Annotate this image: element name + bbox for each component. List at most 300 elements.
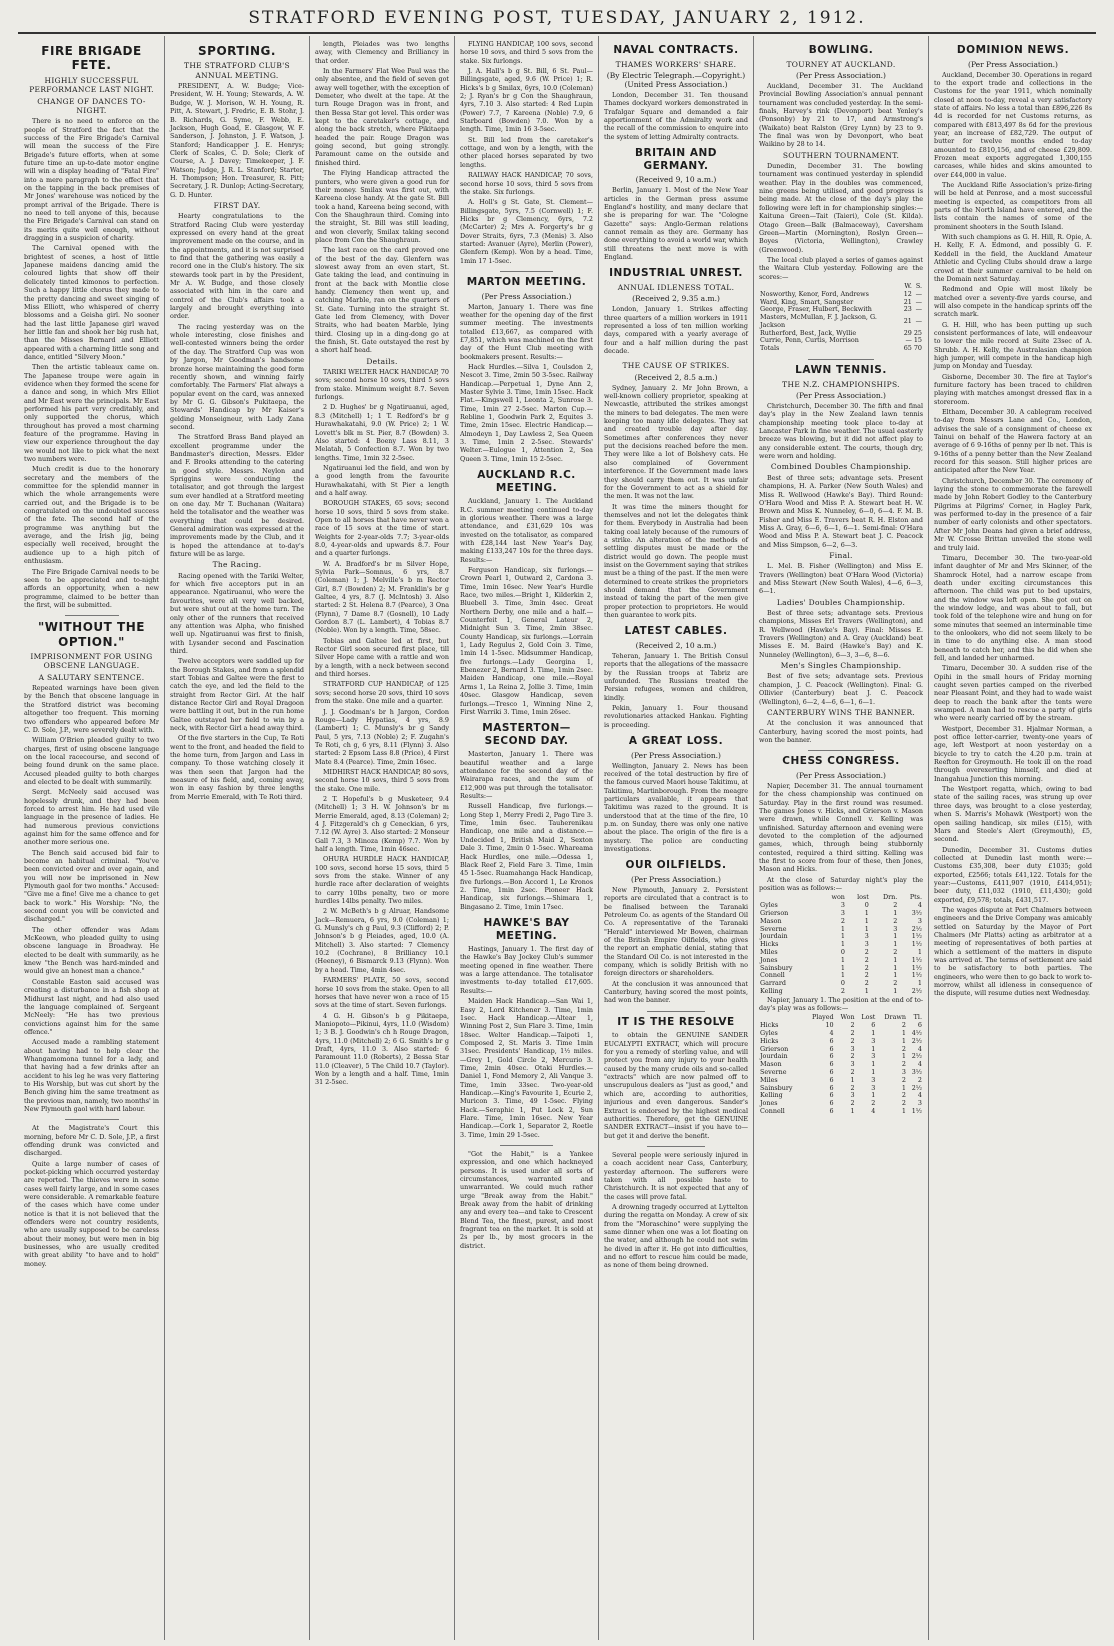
paragraph: Wellington, January 2. News has been received of the total destruction by fire of the famous curved Maori house Takitimu, at Takitimu, Martinborough. From the meagre particulars available, it appears that Takitimu was razed to the ground. It is understood that at the time of the fire, 10 p.m. on Sunday, there was only one native about the place. The origin of the fire is a mystery. The police are conducting investigations. bbox=[604, 761, 748, 854]
cell: 2 bbox=[850, 1099, 855, 1108]
credit: (Per Press Association.) bbox=[796, 70, 886, 80]
headline: LATEST CABLES. bbox=[624, 625, 728, 638]
article-flying-handicap bbox=[460, 40, 593, 265]
paragraph: Best of three sets; advantage sets. Present champions, H. A. Parker (New South Wales) and Miss R. Wellwood (Hawke's Bay). Third Round: O'Hara Wood and Miss P. A. Stewart beat H. W. Brown and Miss K. Nunneley, 6—0, 6—4. F. M. B. Fisher and Miss E. Travers beat R. H. Elston and Miss A. Gray, 6—6, 6—1, 6—1. Semi-final: O'Hara Wood and Miss P. A. Stewart beat J. C. Peacock and Miss Simpson, 6—2, 6—3. bbox=[759, 473, 923, 549]
cell: Garrard bbox=[760, 979, 786, 988]
cell: 2 bbox=[850, 1028, 855, 1037]
paragraph: William O'Brien pleaded guilty to two charges, first of using obscene language on the local racecourse, and second of being found drunk on the same place. Accused pleaded guilty to both charges and elected to be dealt with summarily. bbox=[24, 736, 159, 786]
cell: — bbox=[915, 297, 922, 306]
column-header: Pts. bbox=[909, 893, 922, 902]
subheadline: SOUTHERN TOURNAMENT. bbox=[782, 150, 900, 160]
article-latest-cables bbox=[604, 625, 748, 729]
cell: 12 bbox=[903, 289, 912, 298]
paragraph: Hearty congratulations to the Stratford Racing Club were yesterday expressed on every hand at the great improvement made on the course, and in the appointments, and it is not surprised to find that the gathering was easily a record one in the Club's history. The six stewards took part in by the President, Mr A. W. Budge, and those closely associated with him in the care and control of the Club's affairs took a largely and brought everything into order. bbox=[170, 212, 304, 321]
table-row bbox=[759, 988, 923, 996]
cell: 3 bbox=[840, 908, 845, 917]
cell: 2 bbox=[850, 1052, 855, 1061]
cell: 2½ bbox=[911, 1052, 922, 1061]
cell: Miles bbox=[760, 1075, 778, 1084]
race-result: 2 W. McBeth's b g Alruar, Handsome Jack—Remuera, 6 yrs, 9.0 (Coleman) 1; G. Munsly's ch g Paul, 9.3 (Clifford) 2; P. Johnson's b g Pleiades, aged, 10.0 (A. Mitchell) 3. Also started: 7 Clemency 10.2 (Cochrane), 8 Brilliancy 10.1 (Heeney), 6 Bismarck 9.13 (Flynn). Won by a head. Time, 4min 4sec. bbox=[315, 907, 449, 974]
cell: 6 bbox=[871, 1021, 876, 1030]
cell: 4 bbox=[829, 1028, 834, 1037]
credit: (By Electric Telegraph.—Copyright.) (United Press Association.) bbox=[606, 70, 746, 89]
cell: Jourdain bbox=[760, 932, 788, 941]
cell: Grierson bbox=[760, 1044, 789, 1053]
paragraph: London, December 31. Ten thousand Thames dockyard workers demonstrated in Trafalgar Square and demanded a fair apportionment of the Admiralty work and the recall of the commission to enquire into the system of letting Admiralty contracts. bbox=[604, 90, 748, 141]
credit: (Per Press Association.) bbox=[796, 770, 886, 780]
cell: 21 bbox=[903, 316, 912, 325]
credit: (Per Press Association.) bbox=[796, 391, 886, 401]
cell: Hicks bbox=[760, 1021, 779, 1030]
cell: 3 bbox=[917, 916, 922, 925]
cell: — bbox=[915, 289, 922, 298]
cell: 1 bbox=[840, 940, 845, 949]
section-heading: Details. bbox=[366, 356, 398, 366]
paragraph: The Westport regatta, which, owing to bad state of the sailing races, was strung up over three days, was brought to a close yesterday, when S. Marris's Mohawk (Westport) won the open sailing handicap, six miles (£15), with Mars and Steele's Alert (Greymouth), £5, second. bbox=[934, 785, 1092, 844]
column-rule bbox=[454, 36, 455, 1640]
column-rule bbox=[309, 36, 310, 1640]
article-magistrates-court bbox=[24, 1124, 159, 1268]
advert-tea bbox=[460, 1150, 593, 1250]
cell: 3 bbox=[840, 901, 845, 910]
table-row bbox=[759, 1108, 923, 1116]
article-great-loss bbox=[604, 735, 748, 853]
cell: 1½ bbox=[911, 971, 922, 980]
cell: Masters, McMullan, F. J. Jackson, G. Jackson bbox=[760, 313, 877, 329]
paragraph: In the Farmers' Flat Wee Paul was the only absentee, and the field of seven got away well together, with the exception of Demeter, who dwelt at the tape. At the turn Rouge Dragon was in front, and then Bessa Star got level. This order was kept to the caretaker's cottage, and along the back stretch, where Pikitaepa headed the pair. Rouge Dragon was going second, but going strongly. Paramount came on the outside and finished third. bbox=[315, 67, 449, 167]
cell: 1½ bbox=[911, 940, 922, 949]
headline: SPORTING. bbox=[198, 44, 276, 58]
article-hawkes-bay bbox=[460, 917, 593, 1139]
cell: 6 bbox=[829, 1106, 834, 1115]
cell: 1 bbox=[840, 955, 845, 964]
paragraph: The local club played a series of games against the Waitara Club yesterday. Following are the scores:— bbox=[759, 255, 923, 281]
cell: 1 bbox=[901, 1028, 906, 1037]
cell: 1 bbox=[893, 940, 898, 949]
subheadline: HIGHLY SUCCESSFUL PERFORMANCE LAST NIGHT. bbox=[29, 75, 154, 95]
cell: Ward, King, Smart, Sangster bbox=[760, 297, 854, 306]
column-7 bbox=[930, 38, 1096, 1640]
cell: Rutherford, Best, Jack, Wyllie bbox=[760, 328, 857, 337]
article-without-option bbox=[24, 620, 159, 1113]
subheadline: TOURNEY AT AUCKLAND. bbox=[786, 59, 896, 69]
cell: 1 bbox=[917, 979, 922, 988]
cell: 3 bbox=[864, 940, 869, 949]
paragraph: Much credit is due to the honorary secretary and the members of the committee for the splendid manner in which the whole arrangements were carried out, and the Brigade is to be congratulated on the undoubted success of the fete. The second half of the programme was anything but the average, and the Irish jig, being especially well received, brought the audience up to a high pitch of enthusiasm. bbox=[24, 465, 159, 566]
paragraph: Of the five starters in the Cup, Te Roti went to the front, and headed the field to the home turn, from Jargon and Lass in company. To those watching closely it was then seen that Jargon had the measure of his field, and, coming away, won in easy fashion by three lengths from Merrie Emerald, with Te Roti third. bbox=[170, 734, 304, 801]
cell: Sainsbury bbox=[760, 1083, 793, 1092]
column-header: Drawn bbox=[884, 1013, 906, 1022]
cell: 29 bbox=[903, 328, 912, 337]
article-naval bbox=[604, 44, 748, 141]
article-fire-brigade bbox=[24, 44, 159, 609]
cell: 4 bbox=[917, 901, 922, 910]
column-header: Won bbox=[840, 1013, 855, 1022]
column-rule bbox=[753, 36, 754, 1640]
bowling-scores-table bbox=[759, 283, 923, 353]
section-heading: FIRST DAY. bbox=[213, 200, 261, 210]
cell: 1½ bbox=[911, 955, 922, 964]
cell: 1 bbox=[901, 1052, 906, 1061]
table-row bbox=[759, 1092, 923, 1100]
column-header: W. bbox=[904, 281, 912, 290]
paragraph: With such champions as G. H. Hill, R. Opie, A. H. Kelly, F. A. Edmond, and possibly G. F. Keddell in the field, the Auckland Amateur Athletic and Cycling Clubs should draw a large crowd at their summer carnival to be held on the Domain next Saturday. bbox=[934, 233, 1092, 283]
cell: Nosworthy, Kenor, Ford, Andrews bbox=[760, 289, 869, 298]
paragraph: Russell Handicap, five furlongs.—Long Step 1, Merry Fredi 2, Pago Tire 3. Time, 1min 6sec. Tauherenikau Handicap, one mile and a distance.—Undecided 1, British Maid 2, Sexton Dale 3. Time, 2min 0 1-5sec. Whareama Hack Hurdles, one mile.—Odessa 1, Black Reef 2, Field Fare 3. Time, 1min 45 1-5sec. Ruamahanga Hack Handicap, five furlongs.—Bon Accord 1, Le Kronos 2. Time, 1min 2sec. Pioneer Hack Handicap, six furlongs.—Shimara 1, Bingasano 2. Time, 1min 17sec. bbox=[460, 802, 593, 911]
cell: — bbox=[915, 305, 922, 314]
paragraph: Several people were seriously injured in a coach accident near Cass, Canterbury, yesterday afternoon. The sufferers were taken with all possible haste to Christchurch. It is not expected that any of the cases will prove fatal. bbox=[604, 1150, 748, 1201]
cell: 3 bbox=[917, 1099, 922, 1108]
cell: 2 bbox=[864, 963, 869, 972]
cell: 1 bbox=[840, 971, 845, 980]
cell: 1 bbox=[871, 1067, 876, 1076]
paragraph: Sergt. McNeely said accused was hopelessly drunk, and they had been forced to arrest him. He had used vile language in the presence of ladies. He had numerous previous convictions against him for the same offence and for another more serious one. bbox=[24, 788, 159, 847]
cell: 2 bbox=[893, 979, 898, 988]
paragraph: Timaru, December 30. The two-year-old infant daughter of Mr and Mrs Skinner, of the Shamrock Hotel, had a narrow escape from death under exciting circumstances this afternoon. The child was put to bed upstairs, and the window was left open. She got out on the window ledge, and was about to fall, but took fold of the telephone wire and hung on for some minutes that seemed an interminable time to the onlookers, who did not seem likely to be in time to do anything else. A man stood beneath to catch her, and this he did when she fell, and landed her unharmed. bbox=[934, 553, 1092, 662]
headline: NAVAL CONTRACTS. bbox=[613, 44, 739, 56]
cell: 2 bbox=[864, 971, 869, 980]
cell: 1 bbox=[850, 1106, 855, 1115]
cell: 2 bbox=[871, 1099, 876, 1108]
cell: 4 bbox=[917, 1091, 922, 1100]
paragraph: It was time the miners thought for themselves and not let the delegates think for them. Everybody in Australia had been taking coal lately because of the rumours of a strike. An alteration of the methods of settling disputes must be made or the district would go down. The people must insist on the Government saying that strikes must be a thing of the past. If the men were determined to create strikes the proprietors should demand that the Government instead of taking the part of the men give proper protection to proprietors. He would then guarantee to work pits. bbox=[604, 502, 748, 619]
subheadline: IMPRISONMENT FOR USING OBSCENE LANGUAGE. bbox=[30, 652, 153, 671]
paragraph: Napier, December 31. The annual tournament for the chess championship was continued on Saturday. Play in the first round was resumed. The games Jones v. Hicks, and Grierson v. Mason were drawn, while Connell v. Kelling was unfinished. Saturday afternoon and evening were devoted to the completion of the adjourned games, which, through being stubbornly contested, required a third sitting. Kelling was the first to score from four of these, then Jones, Mason and Hicks. bbox=[759, 781, 923, 874]
cell: — bbox=[905, 336, 912, 345]
credit: (Received 2, 9.35 a.m.) bbox=[632, 294, 720, 304]
cell: 1 bbox=[864, 924, 869, 933]
cell: 2 bbox=[901, 1091, 906, 1100]
paragraph: to obtain the GENUINE SANDER EUCALYPTI EXTRACT, which will procure for you a remedy of sterling value, and will protect you from any injury to your health caused by the many crude oils and so-called "extracts" which are now palmed off to unscrupulous dealers as "just as good," and which are, according to authorities, injurious and even dangerous. Sander's Extract is endorsed by the highest medical authorities. Therefore, get the GENUINE SANDER EXTRACT—insist if you have to—but get it and derive the benefit. bbox=[604, 1031, 748, 1140]
cell: 1 bbox=[864, 986, 869, 995]
paragraph: The other offender was Adam McKeown, who pleaded guilty to using obscene language in Broadway. He elected to be dealt with summarily, as he knew "the Bench was hard-minded and would give an honest man a chance." bbox=[24, 925, 159, 976]
cell: 10 bbox=[825, 1021, 834, 1030]
column-1 bbox=[20, 38, 163, 1640]
cell: 4 bbox=[917, 1060, 922, 1069]
divider bbox=[808, 359, 874, 360]
column-rule bbox=[928, 36, 929, 1640]
cell: 6 bbox=[829, 1099, 834, 1108]
subheadline: THE N.Z. CHAMPIONSHIPS. bbox=[782, 379, 900, 389]
cell: 2 bbox=[864, 979, 869, 988]
article-oilfields bbox=[604, 859, 748, 1004]
cell: 3 bbox=[850, 1060, 855, 1069]
column-rule bbox=[164, 36, 165, 1640]
paragraph: Dunedin, December 31. Customs duties collected at Dunedin last month were:—Customs £35,308, beer duty £1035; gold exported, £2566; totals £41,122. Totals for the year:—Customs, £411,907 (1910, £414,951); beer duty, £11,032 (1910, £11,430); gold exported, £9,578; totals, £431,517. bbox=[934, 845, 1092, 904]
article-cause-strikes bbox=[604, 361, 748, 619]
cell: 70 bbox=[913, 344, 922, 353]
cell: 1 bbox=[840, 924, 845, 933]
section-heading: Men's Singles Championship. bbox=[780, 661, 902, 671]
cell: 1 bbox=[840, 932, 845, 941]
race-heading: FARMERS' PLATE, 50 sovs, second horse 10 sovs from the stake. Open to all horses that have never won a race of 15 sovs at the time of start. Seven furlongs. bbox=[315, 976, 449, 1010]
paragraph: Marton, January 1. There was fine weather for the opening day of the first summer meeting. The investments totalled £13,667, as compared with £7,851, which was machined on the first day of the Hunt Club meeting with bookmakers present. Results:— bbox=[460, 302, 593, 361]
paragraph: Gisborne, December 30. The fire at Taylor's furniture factory has been traced to children playing with matches amongst dressed flax in a storeroom. bbox=[934, 372, 1092, 406]
subheadline: THE CAUSE OF STRIKES. bbox=[622, 361, 730, 371]
cell: 6 bbox=[829, 1036, 834, 1045]
paragraph: Westport, December 31. Hjalmar Norman, a post office letter-carrier, twenty-one years of age, left Westport at noon yesterday on a bicycle to try to catch the 4.20 p.m. train at Reefton for Greymouth. He took ill on the road through overexerting himself, and died at Inangahua Junction this morning. bbox=[934, 724, 1092, 783]
table-total-row bbox=[759, 345, 923, 353]
paragraph: Masterton, January 1. There was beautiful weather and a large attendance for the second day of the Wairarapa races, and the sum of £12,900 was put through the totalisator. Results:— bbox=[460, 750, 593, 801]
cell: 6 bbox=[829, 1083, 834, 1092]
paragraph: Ferguson Handicap, six furlongs.—Crown Pearl 1, Outward 2, Cardona 3. Time, 1min 16sec. New Year's Hurdle Race, two miles.—Bright 1, Kilderkin 2, Bluebell 3. Time, 3min 4sec. Great Northern Derby, one mile and a half.—Counterfeit 1, General Lateur 2, Midnight Sun 3. Time, 2min 38sec. County Handicap, six furlongs.—Lorrain 1, Lady Regulus 2, Gold Coin 3. Time, 1min 14 1-5sec. Midsummer Handicap, five furlongs.—Lady Georgina 1, Ebenezer 2, Bernard 3. Time, 1min 2sec. Maiden Handicap, one mile.—Royal Arms 1, La Reina 2, Jollie 3. Time, 1min 40sec. Glasgow Handicap, seven furlongs.—Tresco 1, Winning Nine 2, First Warriki 3. Time, 1min 26sec. bbox=[460, 566, 593, 716]
race-result: 2 D. Hughes' br g Ngatiruanui, aged, 8.3 (Mitchell) 1; 1 T. Redford's br g Hurawhakatahi, 9.0 (W. Price) 2; 1 W. Lovett's blk m St. Pier, 8.7 (Bowden) 3. Also started: 4 Boeny Lass 8.11, 3 Melatah, 5 Confection 8.7. Won by two lengths. Time, 1min 32 2-5sec. bbox=[315, 403, 449, 462]
subheadline: A SALUTARY SENTENCE. bbox=[38, 672, 145, 682]
headline: A GREAT LOSS. bbox=[628, 735, 724, 748]
column-header: Played bbox=[811, 1013, 834, 1022]
paragraph: Ngatiruanui led the field, and won by a good length from the favourite Hurawhakatahi, with St Pier a length and a half away. bbox=[315, 463, 449, 497]
cell: 6 bbox=[829, 1060, 834, 1069]
divider bbox=[500, 1145, 553, 1146]
paragraph: Best of three sets; advantage sets. Previous champions, Misses Erl Travers (Wellington), and R. Wellwood (Hawke's Bay). Final: Misses E. Travers (Wellington) and A. Gray (Auckland) beat Misses E. M. Baird (Hawke's Bay) and K. Nunneley (Wellington), 6—3, 3—6, 8—6. bbox=[759, 609, 923, 659]
cell: 0 bbox=[840, 979, 845, 988]
table-row bbox=[759, 1053, 923, 1061]
paragraph: The Auckland Rifle Association's prize-firing will be held at Penrose, and a most successful meeting is expected, as competitors from all parts of the North Island have entered, and the lists contain the names of some of the prominent shooters in the South Island. bbox=[934, 181, 1092, 231]
paragraph: The Flying Handicap attracted the punters, who were given a good run for their money. Smilax was first out, with Kareena close handy. At the gate St. Bill took a hand, Kareena being second, with Con the Shaughraun third. Coming into the straight, St. Bill was still leading, and won cleverly, Smilax taking second place from Con the Shaughraun. bbox=[315, 169, 449, 244]
table-header bbox=[759, 1014, 923, 1022]
cell: 1½ bbox=[911, 1106, 922, 1115]
race-result: J. A. Hall's b g St. Bill, 6 St. Paul—Billingsgate, aged, 9.6 (W. Price) 1; R. Hicks's b g Smilax, 6yrs, 10.0 (Coleman) 2; J. Ryan's br g Con the Shaughraun, 4yrs, 7.10 3. Also started: 4 Red Lupin (Power) 7.7, 7 Kareena (Noble) 7.9, 6 Starboard (Bowden) 7.0. Won by a length. Time, 1min 16 3-5sec. bbox=[460, 67, 593, 134]
cell: Mason bbox=[760, 916, 782, 925]
cell: Totals bbox=[760, 344, 780, 353]
cell: Mason bbox=[760, 1060, 782, 1069]
paragraph: At the Magistrate's Court this morning, before Mr C. D. Sole, J.P., a first offending drunk was convicted and discharged. bbox=[24, 1124, 159, 1158]
credit: (Received 9, 10 a.m.) bbox=[635, 175, 717, 185]
headline: HAWKE'S BAY MEETING. bbox=[483, 916, 570, 942]
divider bbox=[647, 1146, 705, 1147]
chess-table-monday bbox=[759, 1014, 923, 1115]
cell: Jones bbox=[760, 955, 778, 964]
cell: Currie, Penn, Curtis, Morrison bbox=[760, 336, 859, 345]
cell: Gyles bbox=[760, 901, 778, 910]
paragraph: The Carnival opened with the brightest of scenes, a host of little Japanese maidens dancing amid the coloured lights that show off their delicately tinted kimonos to perfection. Such a happy little chorus they made to the pretty dancing and sweet singing of Miss Elliott, who whispered of cherry blossoms and a Geisha girl. No sooner had the last little Japanese girl waved her little fan and shook her big rush hat, than the Misses Bernard and Elliott appeared with a charming little song and dance, entitled "Silvery Moon." bbox=[24, 244, 159, 361]
cell: 3 bbox=[871, 1075, 876, 1084]
subheadline: CHANGE OF DANCES TO-NIGHT. bbox=[37, 96, 146, 115]
paragraph: Racing opened with the Tariki Welter, for which five acceptors put in an appearance. Ngatiruanui, who were the favourites, were all very well backed, but were shut out at the home turn. The only other of the runners that received any attention was Alpha, who finished well up. Ngatiruanui was first to finish, with Lysander second and Fascination third. bbox=[170, 571, 304, 655]
column-6 bbox=[755, 38, 927, 1640]
cell: 1½ bbox=[911, 963, 922, 972]
cell: 2 bbox=[893, 901, 898, 910]
section-heading: Ladies' Doubles Championship. bbox=[776, 597, 906, 607]
credit: (Per Press Association.) bbox=[481, 291, 572, 301]
paragraph: "Got the Habit," is a Yankee expression, and one which hackneyed persons. It is used under all sorts of circumstances, warranted and unwarranted. We could much rather urge "Break away from the Habit." Break away from the habit of drinking any and every tea—and take to Crescent Blend Tea, the finest, purest, and most fragrant tea on the market. It is sold at 2s per lb., by most grocers in the district. bbox=[460, 1150, 593, 1250]
paragraph: New Plymouth, January 2. Persistent reports are circulated that a contract is to be finalised between the Taranaki Petroleum Co. as agents of the Standard Oil Co. A representative of the Taranaki "Herald" interviewed Mr Bowen, chairman of the British Empire Oilfields, who gives the report an emphatic denial, stating that the Standard Oil Co. is not interested in the company, which is solidly British with no foreign directors or shareholders. bbox=[604, 886, 748, 978]
cell: 0 bbox=[840, 947, 845, 956]
paragraph: A drowning tragedy occurred at Lyttelton during the regatta on Monday. A crew of six from the "Moraschino" were supplying the same dinner when one was a lot floating on the water, and although he could not swim he dived in after it. He got into difficulties, and no effort to rescue him could be made, as none of them being drowned. bbox=[604, 1202, 748, 1270]
headline: MARTON MEETING. bbox=[466, 275, 587, 288]
cell: 23 bbox=[903, 305, 912, 314]
cell: Connell bbox=[760, 971, 785, 980]
cell: 3 bbox=[871, 1052, 876, 1061]
cell: 15 bbox=[913, 336, 922, 345]
article-bowling bbox=[759, 44, 923, 353]
cell: 0 bbox=[864, 901, 869, 910]
cell: 3 bbox=[850, 1044, 855, 1053]
headline: INDUSTRIAL UNREST. bbox=[609, 267, 743, 280]
cell: 1 bbox=[893, 955, 898, 964]
race-heading: RAILWAY HACK HANDICAP, 70 sovs, second horse 10 sovs, third 5 sovs from the stake. Six furlongs. bbox=[460, 171, 593, 196]
cell: 6 bbox=[829, 1052, 834, 1061]
cell: 3 bbox=[871, 1036, 876, 1045]
cell: 1 bbox=[901, 1083, 906, 1092]
column-5 bbox=[600, 38, 752, 1640]
article-sporting bbox=[170, 44, 304, 801]
cell: Connell bbox=[760, 1106, 785, 1115]
article-accidents bbox=[604, 1151, 748, 1270]
paragraph: Sydney, January 2. Mr John Brown, a well-known colliery proprietor, speaking at Newcastle, attributed the strikes amongst the miners to bad delegates. The men were keeping too many idle delegates. They sat and created trouble day after day. Sometimes after conferences they never put the decisions reached before the men. They were like a lot of Bolshevy cats. He also complained of Government interference. If the Government made laws they should carry them out. It was unfair for the Government to act as a shield for the men. It was not the law. bbox=[604, 383, 748, 501]
headline: BOWLING. bbox=[808, 44, 874, 56]
cell: 2 bbox=[850, 1083, 855, 1092]
headline: IT IS THE RESOLVE bbox=[617, 1015, 735, 1028]
cell: 3 bbox=[893, 924, 898, 933]
cell: 3 bbox=[864, 932, 869, 941]
cell: 4 bbox=[917, 1044, 922, 1053]
paragraph: PRESIDENT, A. W. Budge; Vice-President, W. H. Young; Stewards, A. W. Budge, W. J. Morison, W. H. Young, R. Pitt, A. Stewart, J. Fredric, E. B. Stohr, J. B. Richards, G. Syme, F. Webb, E. Jackson, Hugh Goad, E. Glasgow, W. F. Sanderson, J. Johnston, J. F. Watson, J. Stanford; Handicapper J. E. Henrys; Clerk of Scales, C. D. Sole; Clerk of Course, A. J. Davey; Timekeeper, J. F. Watson; Judge, J. R. L. Stanford; Starter, H. Thompson; Hon. Treasurer, R. Pitt; Secretary, J. R. Dunlop; Acting-Secretary, G. D. Hunter. bbox=[170, 82, 304, 199]
cell: 2 bbox=[901, 1044, 906, 1053]
race-result: W. A. Bradford's br m Silver Hope, Sylvia Park—Somnus, 6 yrs, 8.7 (Coleman) 1; J. Melville's b m Rector Girl, 8.7 (Bowden) 2; M. Franklin's br g Galtee, 4 yrs, 8.7 (J. McIntosh) 3. Also started: 2 St. Helena 8.7 (Pearce), 3 Ona (Flynn), 7 Dame 8.7 (Gosnell), 10 Lady Gordon 8.7 (L. Lambert), 4 Tobias 8.7 (Noble). Won by a length. Time, 58sec. bbox=[315, 559, 449, 635]
chess-table-saturday bbox=[759, 894, 923, 995]
cell: 4½ bbox=[911, 1028, 922, 1037]
cell: 2 bbox=[901, 1021, 906, 1030]
divider bbox=[65, 615, 119, 616]
race-result: A. Holl's g St. Gate, St. Clement—Billingsgate, 5yrs, 7.5 (Cornwell) 1; F. Hicks br g Clemency, 6yrs, 7.2 (McCarter) 2; Mrs A. Forgerty's br g Dover Straits, 6yrs, 7.3 (Menis) 3. Also started: Avanuer (Ayre), Merlin (Power), Glenfern (Kemp). Won by a head. Time, 1min 17 1-5sec. bbox=[460, 198, 593, 265]
article-masterton bbox=[460, 722, 593, 911]
article-lawn-tennis bbox=[759, 364, 923, 744]
section-heading: Final. bbox=[829, 550, 853, 560]
paragraph: The last race on the card proved one of the best of the day. Glenfern was slowest away from an even start, St. Gate taking the lead, and continuing in front at the back with Montlie close handy. Clemency then went up, and catching Marble, ran on the quarters of St. Gate. Turning into the straight St. Gate led from Clemency, with Dover Straits, who had beaten Marble, lying third. Closing up in a ding-dong go at the finish, St. Gate outstayed the rest by a short half head. bbox=[315, 246, 449, 355]
paragraph: Timaru, December 30. A sudden rise of the Opihi in the small hours of Friday morning caught seven parties camped on the riverbed near Pleasant Point, and they had to wade waist deep to reach the bank after the tents were swamped. A man had to rescue a party of girls who were nearly carried off by the stream. bbox=[934, 664, 1092, 723]
cell: 21 bbox=[903, 297, 912, 306]
subheadline: THE STRATFORD CLUB'S ANNUAL MEETING. bbox=[184, 61, 290, 80]
cell: 1 bbox=[901, 1036, 906, 1045]
cell: Grierson bbox=[760, 908, 789, 917]
article-marton bbox=[460, 276, 593, 463]
cell: 1 bbox=[871, 1044, 876, 1053]
cell: 1 bbox=[893, 963, 898, 972]
column-4 bbox=[456, 38, 597, 1640]
cell: 3½ bbox=[911, 1067, 922, 1076]
masthead-rule bbox=[18, 32, 1096, 34]
cell: Jones bbox=[760, 1099, 778, 1108]
cell: 2 bbox=[901, 1075, 906, 1084]
race-result: J. J. Goodman's br h Jargon, Cordon Rouge—Lady Hypatias, 4 yrs, 8.9 (Lambert) 1; C. Munsly's br g Sandy Paul, 5 yrs, 7.13 (Noble) 2; F. Zugahn's Te Roti, ch g, 6 yrs, 8.11 (Flynn) 3. Also started: 2 Epsom Lass 8.8 (Price), 4 First Mate 8.4 (Pearce). Time, 2min 16sec. bbox=[315, 707, 449, 766]
cell: 2 bbox=[850, 1021, 855, 1030]
paragraph: length, Pleiades was two lengths away, with Clemency and Brilliancy in that order. bbox=[315, 40, 449, 65]
credit: (Per Press Association.) bbox=[968, 59, 1058, 69]
race-heading: BOROUGH STAKES, 65 sovs; second horse 10 sovs, third 5 sovs from stake. Open to all horses that have never won a race of 15 sovs at the time of start. Weights for 2-year-olds 7.7; 3-year-olds 8.0, 4-year-olds and upwards 8.7. Four and a quarter furlongs. bbox=[315, 499, 449, 558]
headline: CHESS CONGRESS. bbox=[782, 755, 900, 768]
cell: 1 bbox=[917, 947, 922, 956]
cell: 1 bbox=[864, 916, 869, 925]
paragraph: St. Bill led from the caretaker's cottage, and won by a length, with the other placed horses separated by two lengths. bbox=[460, 135, 593, 169]
subheadline: THAMES WORKERS' SHARE. bbox=[615, 59, 737, 69]
race-heading: OHURA HURDLE HACK HANDICAP, 100 sovs, second horse 15 sovs, third 5 sovs from the stake. Winner of any hurdle race after declaration of weights to carry 10lbs penalty, two or more hurdles 14lbs penalty. Two miles. bbox=[315, 855, 449, 906]
cell: Severne bbox=[760, 1067, 787, 1076]
cell: 1½ bbox=[911, 932, 922, 941]
paragraph: Dunedin, December 31. The bowling tournament was continued yesterday in splendid weather. Play in the doubles was commenced, nine greens being utilised, and good progress is being made. At the close of the day's play the following were left in for championship singles:—Kaituna Green—Tait (Taieri), Cole (St. Kilda). Otago Green—Balk (Balmaceway), Caversham Green—Martin (Mornington), Roslyn Green—Boyes (Victoria, Wellington), Crawley (Greenwood). bbox=[759, 162, 923, 254]
cell: 2 bbox=[864, 955, 869, 964]
article-britain-germany bbox=[604, 147, 748, 261]
cell: 1 bbox=[893, 908, 898, 917]
table-row bbox=[759, 314, 923, 330]
cell: 1 bbox=[893, 971, 898, 980]
column-header: lost bbox=[857, 893, 869, 902]
race-heading: STRATFORD CUP HANDICAP, of 125 sovs; second horse 20 sovs, third 10 sovs from the stake. One mile and a quarter. bbox=[315, 680, 449, 706]
cell: 3 bbox=[850, 1091, 855, 1100]
paragraph: Then the artistic tableaux came on. The Japanese troupe were again in evidence when they formed the scene for a dance and song, in which Mrs Elliot and Mr East were the principals. Mr East performed his part very creditably, and only supported the chorus, which throughout has proved a most charming feature of the programme. Having in view our experience throughout the day we would not like to pick what the next two numbers were. bbox=[24, 363, 159, 464]
cell: Gyles bbox=[760, 1028, 778, 1037]
cell: 2 bbox=[917, 1075, 922, 1084]
paragraph: Maiden Hack Handicap.—San Wai 1, Easy 2, Lord Kitchener 3. Time, 1min 1sec. Hack Handicap.—Altear 1, Winning Post 2, Sun Flare 3. Time, 1min 18sec. Welter Handicap.—Taipoti 1, Composed 2, St. Maris 3. Time 1min 31sec. Presidents' Handicap, 1½ miles.—Grey 1, Gold Circle 2, Mercurio 3. Time, 2min 40sec. Otaki Hurdles.—Daniel 1, Fond Memory 2, Ali Vanque 3. Time, 1min 33sec. Two-year-old Handicap.—King's Favourite 1, Ecurie 2, Muricon 3. Time, 49 1-5sec. Flying Hack.—Seraphic 1, Put Lock 2, Sun Flare. Time, 1min 16sec. New Year Handicap.—Cork 1, Separator 2, Roetle 3. Time, 1min 29 1-5sec. bbox=[460, 997, 593, 1139]
paragraph: Tobias and Galtee led at first, but Rector Girl soon secured first place, till Silver Hope came with a rattle and won by a length, with a neck between second and third horses. bbox=[315, 636, 449, 679]
article-dominion-news bbox=[934, 44, 1092, 998]
column-header: won bbox=[831, 893, 845, 902]
article-industrial bbox=[604, 267, 748, 355]
cell: 6 bbox=[829, 1075, 834, 1084]
cell: 6 bbox=[829, 1067, 834, 1076]
cell: 2 bbox=[840, 986, 845, 995]
headline: MASTERTON—SECOND DAY. bbox=[482, 722, 571, 747]
cell: 4 bbox=[871, 1106, 876, 1115]
headline: AUCKLAND R.C. MEETING. bbox=[477, 469, 576, 494]
paragraph: Twelve acceptors were saddled up for the Borough Stakes, and from a splendid start Tobias and Galtee were the first to catch the eye, and led the field to the straight from Rector Girl. At the half distance Rector Girl and Royal Dragoon were battling it out, but in the run home Galtee outstayed her field to win by a neck, with Rector Girl a head away third. bbox=[170, 657, 304, 732]
cell: Sainsbury bbox=[760, 963, 793, 972]
paragraph: Auckland, December 31. The Auckland Provincial Bowling Association's annual pennant tournament was concluded yesterday. In the semi-finals, Harvey's rink (Devonport) beat Yenley's (Ponsonby) by 21 to 17, and Armstrong's (Waikato) beat Ralston (Grey Lynn) by 23 to 9. The final was won by Devonport, who beat Waikino by 28 to 14. bbox=[759, 81, 923, 149]
article-auckland bbox=[460, 469, 593, 716]
paragraph: The Stratford Brass Band played an excellent programme under the Bandmaster's direction, Messrs. Elder and F. Brooks attending to the catering in good style. Messrs. Neylon and Spriggins were conducting the totalisator, and got through the largest sum ever handled at a Stratford meeting on one day. Mr T. Buchanan (Waitara) held the totalisator and the weather was everything that could be desired. General admiration was expressed at the improvements made by the Club, and it is hoped the attendance at to-day's fixture will be as large. bbox=[170, 433, 304, 559]
cell: 3 bbox=[871, 1083, 876, 1092]
table-row bbox=[759, 337, 923, 345]
paragraph: The Fire Brigade Carnival needs to be seen to be appreciated and to-night affords an opportunity, when a new programme, claimed to be better than the first, will be submitted. bbox=[24, 567, 159, 609]
paragraph: Repeated warnings have been given by the Bench that obscene language in the Stratford district was becoming altogether too frequent. This morning two offenders who appeared before Mr C. D. Sole, J.P., were severely dealt with. bbox=[24, 684, 159, 734]
headline: "WITHOUT THE OPTION." bbox=[38, 620, 145, 649]
paragraph: At the conclusion it was announced that Canterbury, having scored the most points, had won the banner. bbox=[759, 719, 923, 744]
column-header: Lost bbox=[861, 1013, 876, 1022]
credit: (Per Press Association.) bbox=[631, 750, 721, 760]
cell: 2½ bbox=[911, 1083, 922, 1092]
paragraph: Constable Easton said accused was creating a disturbance in a fish shop at Midhurst last night, and had also used the language complained of. Sergeant McNeely: "He has two previous convictions against him for the same offence." bbox=[24, 977, 159, 1036]
paragraph: London, January 1. Strikes affecting three quarters of a million workers in 1911 represented a loss of ten million working days, compared with a yearly average of four and a half million during the past decade. bbox=[604, 305, 748, 355]
cell: 6 bbox=[829, 1044, 834, 1053]
cell: Kelling bbox=[760, 986, 783, 995]
cell: 3½ bbox=[911, 908, 922, 917]
paragraph: Quite a large number of cases of pocket-picking which occurred yesterday are reported. The thieves were in some cases well fairly large, and in some cases were considerable. A remarkable feature of the cases which have come under notice is that it is not believed that the offenders were not country residents, who are usually supposed to be careless about their money, but were men in big businesses, who are usually credited with great ability "to have and to hold" money. bbox=[24, 1159, 159, 1268]
table-row bbox=[759, 1085, 923, 1093]
table-row bbox=[759, 1069, 923, 1077]
cell: 1 bbox=[871, 1091, 876, 1100]
article-chess bbox=[759, 755, 923, 1115]
paragraph: Redmond and Opie will most likely be matched over a seventy-five yards course, and will also compete in the handicap sprints off the scratch mark. bbox=[934, 285, 1092, 319]
cell: 2½ bbox=[911, 986, 922, 995]
section-heading: The Racing. bbox=[212, 560, 262, 570]
paragraph: Napier, January 1. The position at the end of to-day's play was as follows:— bbox=[759, 995, 923, 1013]
column-header: Tl. bbox=[913, 1013, 922, 1022]
cell: 1 bbox=[871, 1028, 876, 1037]
section-heading: Combined Doubles Championship. bbox=[770, 462, 912, 472]
paragraph: Eltham, December 30. A cablegram received to-day from Messrs Lane and Co., London, advises the sale of a consignment of cheese ex Tainui on behalf of the Hawera factory at an average of 6 9-16ths of penny per lb net. This is 9-16ths of a penny better than the New Zealand record for this season. Still higher prices are anticipated after the New Year. bbox=[934, 408, 1092, 475]
cell: — bbox=[915, 316, 922, 325]
race-result: 4 G. H. Gibson's b g Pikitaepa, Maniopoto—Pikinui, 4yrs, 11.0 (Wisdom) 1; 3 B. J. Goodwin's ch h Rouge Dragon, 4yrs, 11.0 (Mitchell) 2; 6 G. Smith's br g Draft, 4yrs, 11.0 3. Also started: 6 Paramount 11.0 (Roberts), 2 Bessa Star 11.0 (Cleaver), 5 The Child 10.7 (Taylor). Won by a length and a half. Time, 1min 31 2-5sec. bbox=[315, 1011, 449, 1087]
divider bbox=[500, 271, 553, 272]
cell: 1 bbox=[864, 908, 869, 917]
paragraph: Accused made a rambling statement about having had to help clear the Whangamomona tunnel for a lady, and that having had a few drinks after an accident to his leg he was very flattering to His Worship, but was cut short by the Bench giving him the same treatment as the previous man, namely, two months' in New Plymouth gaol with hard labour. bbox=[24, 1038, 159, 1113]
cell: 2 bbox=[864, 947, 869, 956]
column-header: S. bbox=[915, 281, 922, 290]
advert-sander bbox=[604, 1016, 748, 1140]
paragraph: There is no need to enforce on the people of Stratford the fact that the success of the Fire Brigade's Carnival will mean the success of the Fire Brigade's future efforts, when at some future time an up-to-date motor engine will win a display heading of "Fatal Fire" into a mere paragraph to the effect that on the tapping in the back premises of Mr Jones' warehouse was noticed by the prompt arrival of the Brigade. There is no need to tell anyone of this, because the Fire Brigade's Carnival can stand on its merits quite well enough, without dragging in a suspicion of charity. bbox=[24, 117, 159, 243]
column-header: Drn. bbox=[882, 893, 898, 902]
paragraph: Hack Hurdles.—Silva 1, Coulsdon 2, Nescot 3. Time, 2min 50 3-5sec. Railway Handicap.—Perpetual 1, Dyne Ann 2, Master Sylvie 3. Time, 1min 15sec. Hack Flat.—Kingswell 1, Leonta 2, Sunrose 3. Time, 1min 27 2-5sec. Marton Cup.—Rebline 1, Goodwin Park 2, Equites 3. Time, 2min 15sec. Electric Handicap.—Almodeyn 1, Day Lawless 2, Sea Queen 3. Time, 1min 2 2-5sec. Stewards' Welter.—Eulogue 1, Attention 2, Sea Queen 3. Time, 1min 15 2-5sec. bbox=[460, 362, 593, 463]
